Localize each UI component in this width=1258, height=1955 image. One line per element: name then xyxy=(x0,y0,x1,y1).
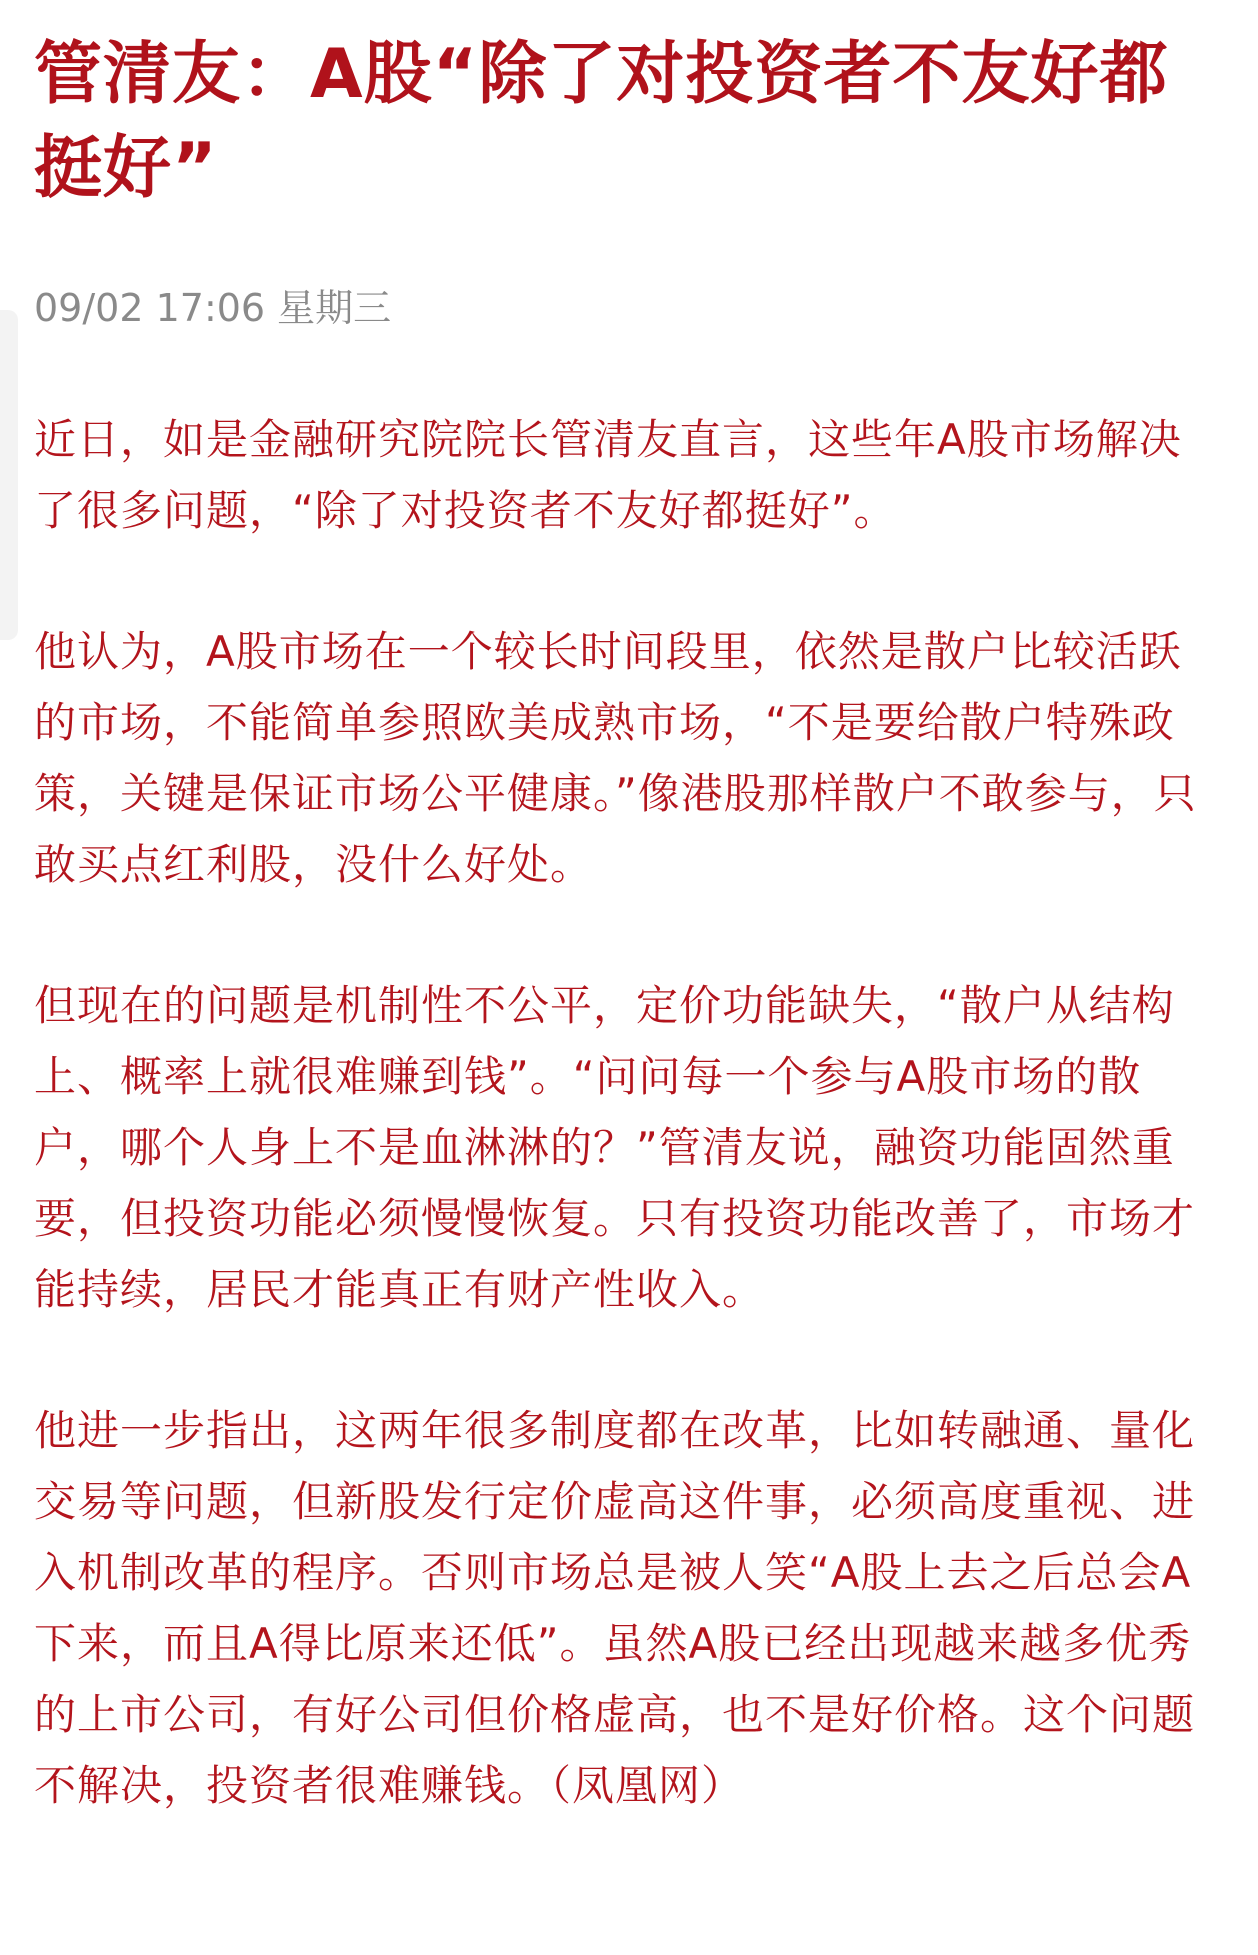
paragraph-3: 但现在的问题是机制性不公平，定价功能缺失，“散户从结构上、概率上就很难赚到钱”。“问问每一个参与A股市场的散户，哪个人身上不是血淋淋的？”管清友说，融资功能固然重要，但投资功能必须慢慢恢复。只有投资功能改善了，市场才能持续，居民才能真正有财产性收入。 xyxy=(34,981,1196,1314)
paragraph-1: 近日，如是金融研究院院长管清友直言，这些年A股市场解决了很多问题，“除了对投资者不友好都挺好”。 xyxy=(34,415,1182,535)
article-body xyxy=(34,404,1214,1821)
news-article xyxy=(34,28,1214,1891)
scroll-handle[interactable] xyxy=(0,310,18,640)
paragraph-2: 他认为，A股市场在一个较长时间段里，依然是散户比较活跃的市场，不能简单参照欧美成熟市场，“不是要给散户特殊政策，关键是保证市场公平健康。”像港股那样散户不敢参与，只敢买点红利股，没什么好处。 xyxy=(34,627,1197,889)
article-title: 管清友：A股“除了对投资者不友好都挺好” xyxy=(34,35,1169,208)
paragraph-4: 他进一步指出，这两年很多制度都在改革，比如转融通、量化交易等问题，但新股发行定价虚高这件事，必须高度重视、进入机制改革的程序。否则市场总是被人笑“A股上去之后总会A下来，而且A得比原来还低”。虽然A股已经出现越来越多优秀的上市公司，有好公司但价格虚高，也不是好价格。这个问题不解决，投资者很难赚钱。（凤凰网） xyxy=(34,1406,1196,1810)
article-timestamp: 09/02 17:06 星期三 xyxy=(34,286,392,330)
bottom-fade xyxy=(0,1915,1258,1955)
